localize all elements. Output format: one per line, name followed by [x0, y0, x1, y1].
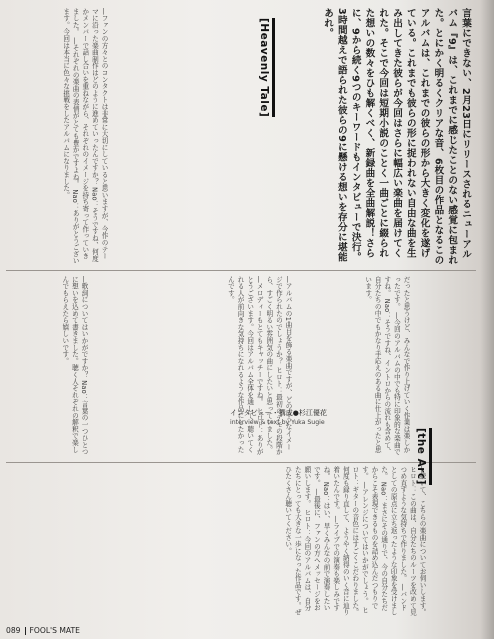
section-divider-bottom	[6, 462, 476, 463]
interview-credit	[230, 408, 327, 428]
page-number: 089	[6, 626, 21, 635]
article-body-mid-right: だったと思うけど、みんなで作り上げていく作業は楽しかったです。 ―今回のアルバムの中でも特に印象的な楽曲ですね。 Nao：そうですね、イントロからの流れも含めて、自分たちの中でもかなり手応えのある曲に仕上がったと思います。	[363, 276, 410, 456]
magazine-name: FOOL'S MATE	[29, 626, 80, 635]
section-divider-top	[6, 270, 476, 271]
article-body-top-left: ―ファンの方々とのコンタクトは非常に大切にしていると思いますが、今作のテーマに沿った楽曲制作はどのように進めていったんですか？ Nao：そうですね、何度かメンバーで話し合いを重ねながら、それぞれのイメージを持ち寄って作っていきました。 ―それぞれの楽曲の表情がとても豊かですよね。 Nao：ありがとうございます。今回は本当に色々な挑戦をしたアルバムになりました。	[61, 8, 108, 265]
page-footer	[6, 626, 80, 635]
credit-japanese: インタビュー・構成●杉江優花	[230, 409, 327, 417]
article-body-mid-far: ―歌詞についてはいかがですか？ Nao：言葉の一つひとつに想いを込めて書きました。聴く人それぞれの解釈で楽しんでもらえたら嬉しいです。	[60, 276, 88, 456]
article-body-bottom: ―続いて、こちらの楽曲についてお伺いします。 ヒロト：この曲は、自分たちのルーツを改めて見つめ直すような気持ちで作りました。 ―バンドとしての原点に立ち返ったような印象を受けました。 Nao：まさにその通りで、今の自分たちだからこそ表現できるものを詰め込んだつもりです。 ―アレンジについてはいかがでしょう。 ヒロト：ギターの音色にはすごくこだわりました。何度も録り直して、ようやく納得のいく音に辿り着いたんです。 ―ライブでの演奏も楽しみですね。 Nao：はい、早くみんなの前で演奏したいです。 ―最後に、ファンの方へメッセージをお願いします。 ヒロト：今回のアルバムは、自分たちにとっても大きな一歩になった作品です。ぜひたくさん聴いてください。	[283, 466, 426, 616]
song-heading-the-arc: [the Arc]	[415, 428, 427, 485]
article-body-mid-left: ―アルバムの1曲目を飾る楽曲ですが、どのようなイメージで作られたのでしょうか？ ヒロト：最初のデモの段階から、すごく明るい雰囲気の曲にしたいと思っていました。 ―メロディーもとてもキャッチーですね。 ヒロト：ありがとうございます。今回はアルバム全体を通して、聴いてくれる人が前向きな気持ちになれるような作品にしたかったんです。	[226, 276, 292, 456]
credit-english: interview & text by Yuka Sugie	[230, 419, 325, 426]
lead-paragraph: 言葉にできない、2月23日にリリースされるニューアルバム『9』は、これまでに感じたことのない感覚に包まれた。とにかく明るくクリアな音、6枚目の作品となるこのアルバムは、これまでの彼らの形から大きく変化を遂げている。これまでも彼らの形に捉われない自由な曲を生み出してきた彼らが今回はさらに幅広い楽曲を届けてくれた。そこで今回は短期小説のことく一曲ごとに綴られた想いの数々をひも解くべく、新録曲を全曲解説！さらに、9から続く9つのキーワードもインタビューで決行。3時間越えで語られた彼らの9に懸ける想いを存分に堪能あれ。	[322, 8, 471, 266]
page-spine-shadow	[480, 0, 494, 639]
footer-separator	[25, 627, 26, 635]
song-heading-heavenly-tale: [Heavenly Tale]	[258, 18, 270, 118]
